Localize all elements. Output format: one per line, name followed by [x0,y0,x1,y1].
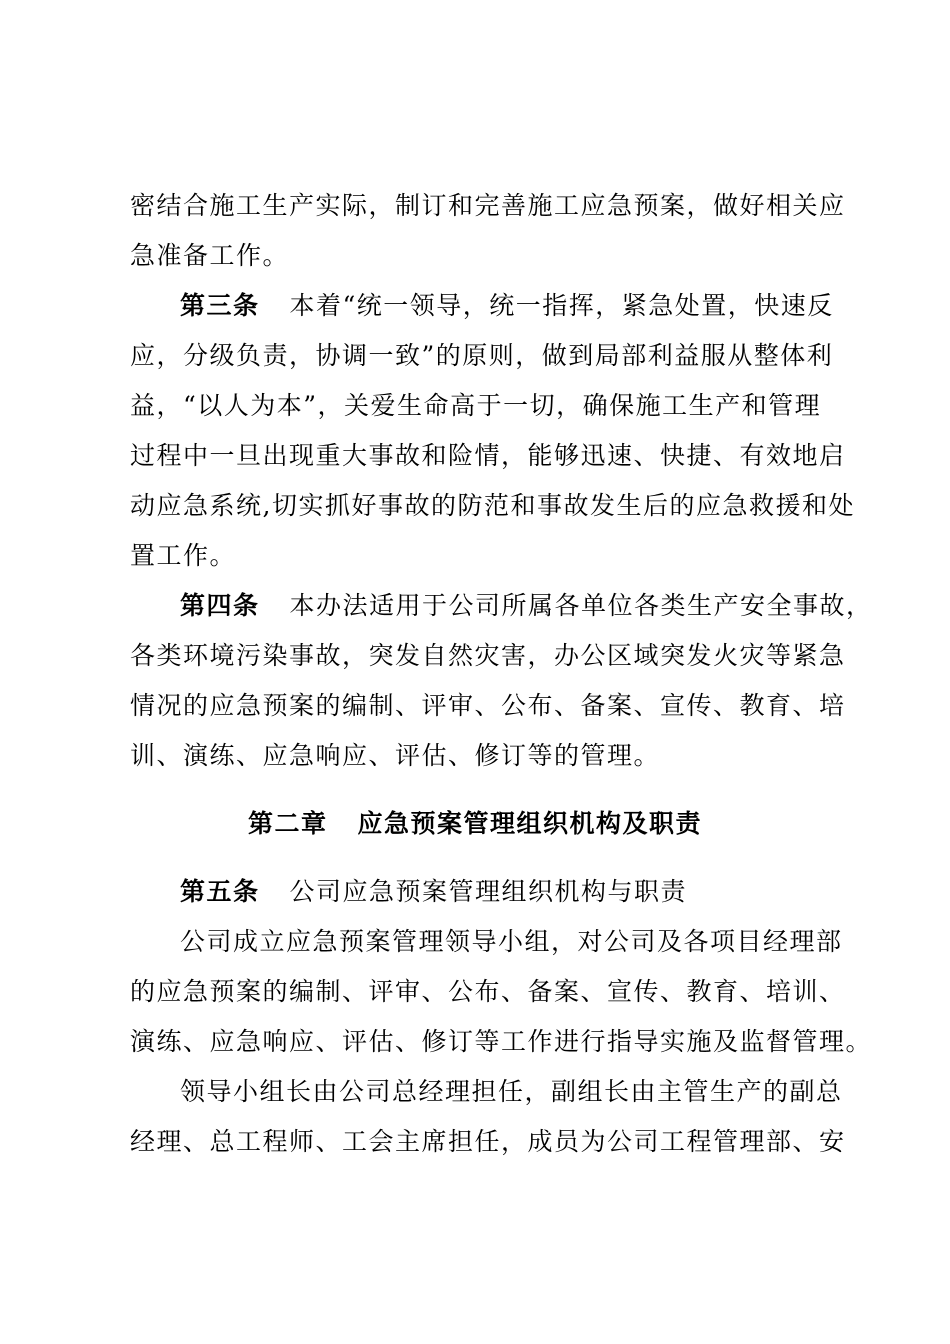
paragraph-line: 应，分级负责，协调一致”的原则，做到局部利益服从整体利 [130,341,834,370]
paragraph-line: 益，“以人为本”，关爱生命高于一切，确保施工生产和管理 [130,391,822,420]
paragraph-line: 密结合施工生产实际，制订和完善施工应急预案，做好相关应 [130,191,846,220]
paragraph-line: 动应急系统,切实抓好事故的防范和事故发生后的应急救援和处 [130,491,855,520]
paragraph-line: 本办法适用于公司所属各单位各类生产安全事故， [289,591,873,620]
chapter-number: 第二章 [247,809,328,838]
paragraph-line: 情况的应急预案的编制、评审、公布、备案、宣传、教育、培 [130,691,846,720]
paragraph-line: 公司成立应急预案管理领导小组，对公司及各项目经理部 [180,927,843,956]
chapter-heading [0,809,950,839]
paragraph-line: 演练、应急响应、评估、修订等工作进行指导实施及监督管理。 [130,1027,873,1056]
article-number: 第四条 [180,591,260,620]
paragraph-line: 各类环境污染事故，突发自然灾害，办公区域突发火灾等紧急 [130,641,846,670]
paragraph-line: 的应急预案的编制、评审、公布、备案、宣传、教育、培训、 [130,977,846,1006]
article-3-first-line [180,291,834,321]
article-number: 第五条 [180,877,260,906]
paragraph-line: 领导小组长由公司总经理担任，副组长由主管生产的副总 [180,1077,843,1106]
paragraph-line: 过程中一旦出现重大事故和险情，能够迅速、快捷、有效地启 [130,441,846,470]
paragraph-line: 急准备工作。 [130,241,290,270]
section-title: 公司应急预案管理组织机构与职责 [289,877,688,906]
paragraph-line: 置工作。 [130,541,237,570]
chapter-title: 应急预案管理组织机构及职责 [357,809,703,838]
article-number: 第三条 [180,291,260,320]
article-5-heading [180,877,687,907]
paragraph-line: 本着“统一领导，统一指挥，紧急处置，快速反 [289,291,834,320]
article-4-first-line [180,591,873,621]
paragraph-line: 经理、总工程师、工会主席担任，成员为公司工程管理部、安 [130,1127,846,1156]
paragraph-line: 训、演练、应急响应、评估、修订等的管理。 [130,741,661,770]
